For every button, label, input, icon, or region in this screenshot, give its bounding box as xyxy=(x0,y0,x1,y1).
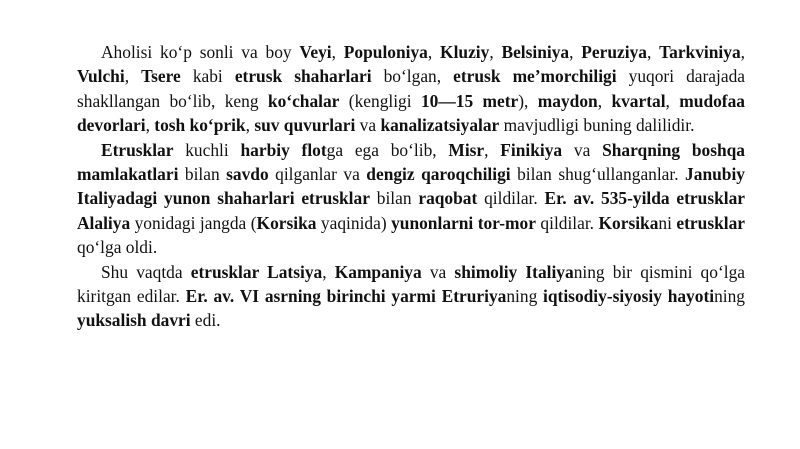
text-run: , xyxy=(484,139,501,160)
bold-term: harbiy flot xyxy=(240,139,327,160)
bold-term: Etrusklar xyxy=(101,139,174,160)
bold-term: savdo xyxy=(226,164,269,185)
text-run: va xyxy=(355,115,381,136)
text-run: , xyxy=(740,42,746,62)
bold-term: Peruziya xyxy=(581,42,647,62)
text-run: qildilar. xyxy=(535,212,599,233)
bold-term: Populoniya xyxy=(343,42,428,62)
text-run: yuqori darajada shakllangan bo‘lib, keng xyxy=(77,66,745,111)
text-run: , xyxy=(245,115,255,136)
text-run: yaqinida) xyxy=(316,212,392,233)
paragraph-1 xyxy=(77,40,745,138)
bold-term: dengiz qaroqchiligi xyxy=(366,164,511,185)
text-run: bilan shug‘ullanganlar. xyxy=(510,164,686,185)
text-run: kabi xyxy=(180,66,235,87)
text-run: , xyxy=(145,115,155,136)
text-run: , xyxy=(489,42,502,62)
text-run: bilan xyxy=(178,164,227,185)
text-run: ning bir qismini qo‘lga kiritgan edilar. xyxy=(77,261,745,307)
bold-term: tosh ko‘prik xyxy=(154,115,246,136)
bold-term: yuksalish davri xyxy=(77,310,191,331)
text-run: yonidagi jangda ( xyxy=(130,212,257,233)
bold-term: etrusk me’morchiligi xyxy=(453,66,617,87)
bold-term: iqtisodiy-siyosiy hayoti xyxy=(543,286,715,307)
bold-term: kvartal xyxy=(611,90,666,111)
text-run: bilan xyxy=(369,188,419,209)
bold-term: Sharqning boshqa mamlakatlari xyxy=(77,139,746,185)
text-run: edi. xyxy=(190,310,221,331)
text-run: qo‘lga oldi. xyxy=(77,237,158,258)
text-run: (kengligi xyxy=(339,90,421,111)
text-run: va xyxy=(421,261,455,282)
text-run: , xyxy=(597,90,612,111)
text-run: , xyxy=(646,42,660,62)
text-run: Shu vaqtda xyxy=(101,261,191,282)
paragraph-2 xyxy=(77,138,745,260)
bold-term: maydon xyxy=(537,90,598,111)
text-run: , xyxy=(331,42,344,62)
bold-term: Korsika xyxy=(256,212,317,233)
text-run: qilganlar va xyxy=(268,164,367,185)
text-run: , xyxy=(665,90,680,111)
bold-term: Er. av. 535-yilda etrusklar Alaliya xyxy=(77,188,746,233)
bold-term: yunonlarni tor-mor xyxy=(391,212,536,233)
bold-term: raqobat xyxy=(418,188,478,209)
text-run: kuchli xyxy=(173,139,241,160)
bold-term: Kampaniya xyxy=(334,261,422,282)
bold-term: etrusk shaharlari xyxy=(234,66,372,87)
text-run: ), xyxy=(518,90,538,111)
text-run: ga ega bo‘lib, xyxy=(326,139,449,160)
bold-term: Tarkviniya xyxy=(659,42,741,62)
bold-term: kanalizatsiyalar xyxy=(380,115,500,136)
bold-term: Vulchi xyxy=(77,66,125,87)
text-run: mavjudligi buning dalilidir. xyxy=(499,115,695,136)
text-run: , xyxy=(322,261,335,282)
bold-term: suv quvurlari xyxy=(254,115,356,136)
bold-term: Finikiya xyxy=(500,139,563,160)
bold-term: Er. av. VI asrning birinchi yarmi Etruriya xyxy=(185,286,507,307)
bold-term: Korsika xyxy=(598,212,659,233)
text-run: , xyxy=(569,42,582,62)
bold-term: etrusklar Latsiya xyxy=(190,261,323,282)
text-run: va xyxy=(562,139,603,160)
text-run: , xyxy=(124,66,142,87)
bold-term: Misr xyxy=(448,139,485,160)
bold-term: ko‘chalar xyxy=(267,90,340,111)
text-run: ning xyxy=(714,286,745,307)
bold-term: 10—15 metr xyxy=(420,90,519,111)
bold-term: mudofaa devorlari xyxy=(77,90,745,136)
text-run: , xyxy=(427,42,441,62)
bold-term: Tsere xyxy=(141,66,181,87)
text-run: ni xyxy=(658,212,677,233)
text-run: bo‘lgan, xyxy=(371,66,454,87)
bold-term: Veyi xyxy=(299,42,332,62)
bold-term: Belsiniya xyxy=(501,42,570,62)
paragraph-3 xyxy=(77,260,745,333)
document-page xyxy=(77,40,745,333)
bold-term: shimoliy Italiya xyxy=(454,261,574,282)
bold-term: Kluziy xyxy=(440,42,490,62)
text-run: Aholisi ko‘p sonli va boy xyxy=(101,42,300,62)
text-run: qildilar. xyxy=(477,188,545,209)
bold-term: Janubiy Italiyadagi yunon shaharlari etrusklar xyxy=(77,164,745,209)
text-run: ning xyxy=(506,286,544,307)
bold-term: etrusklar xyxy=(676,212,746,233)
